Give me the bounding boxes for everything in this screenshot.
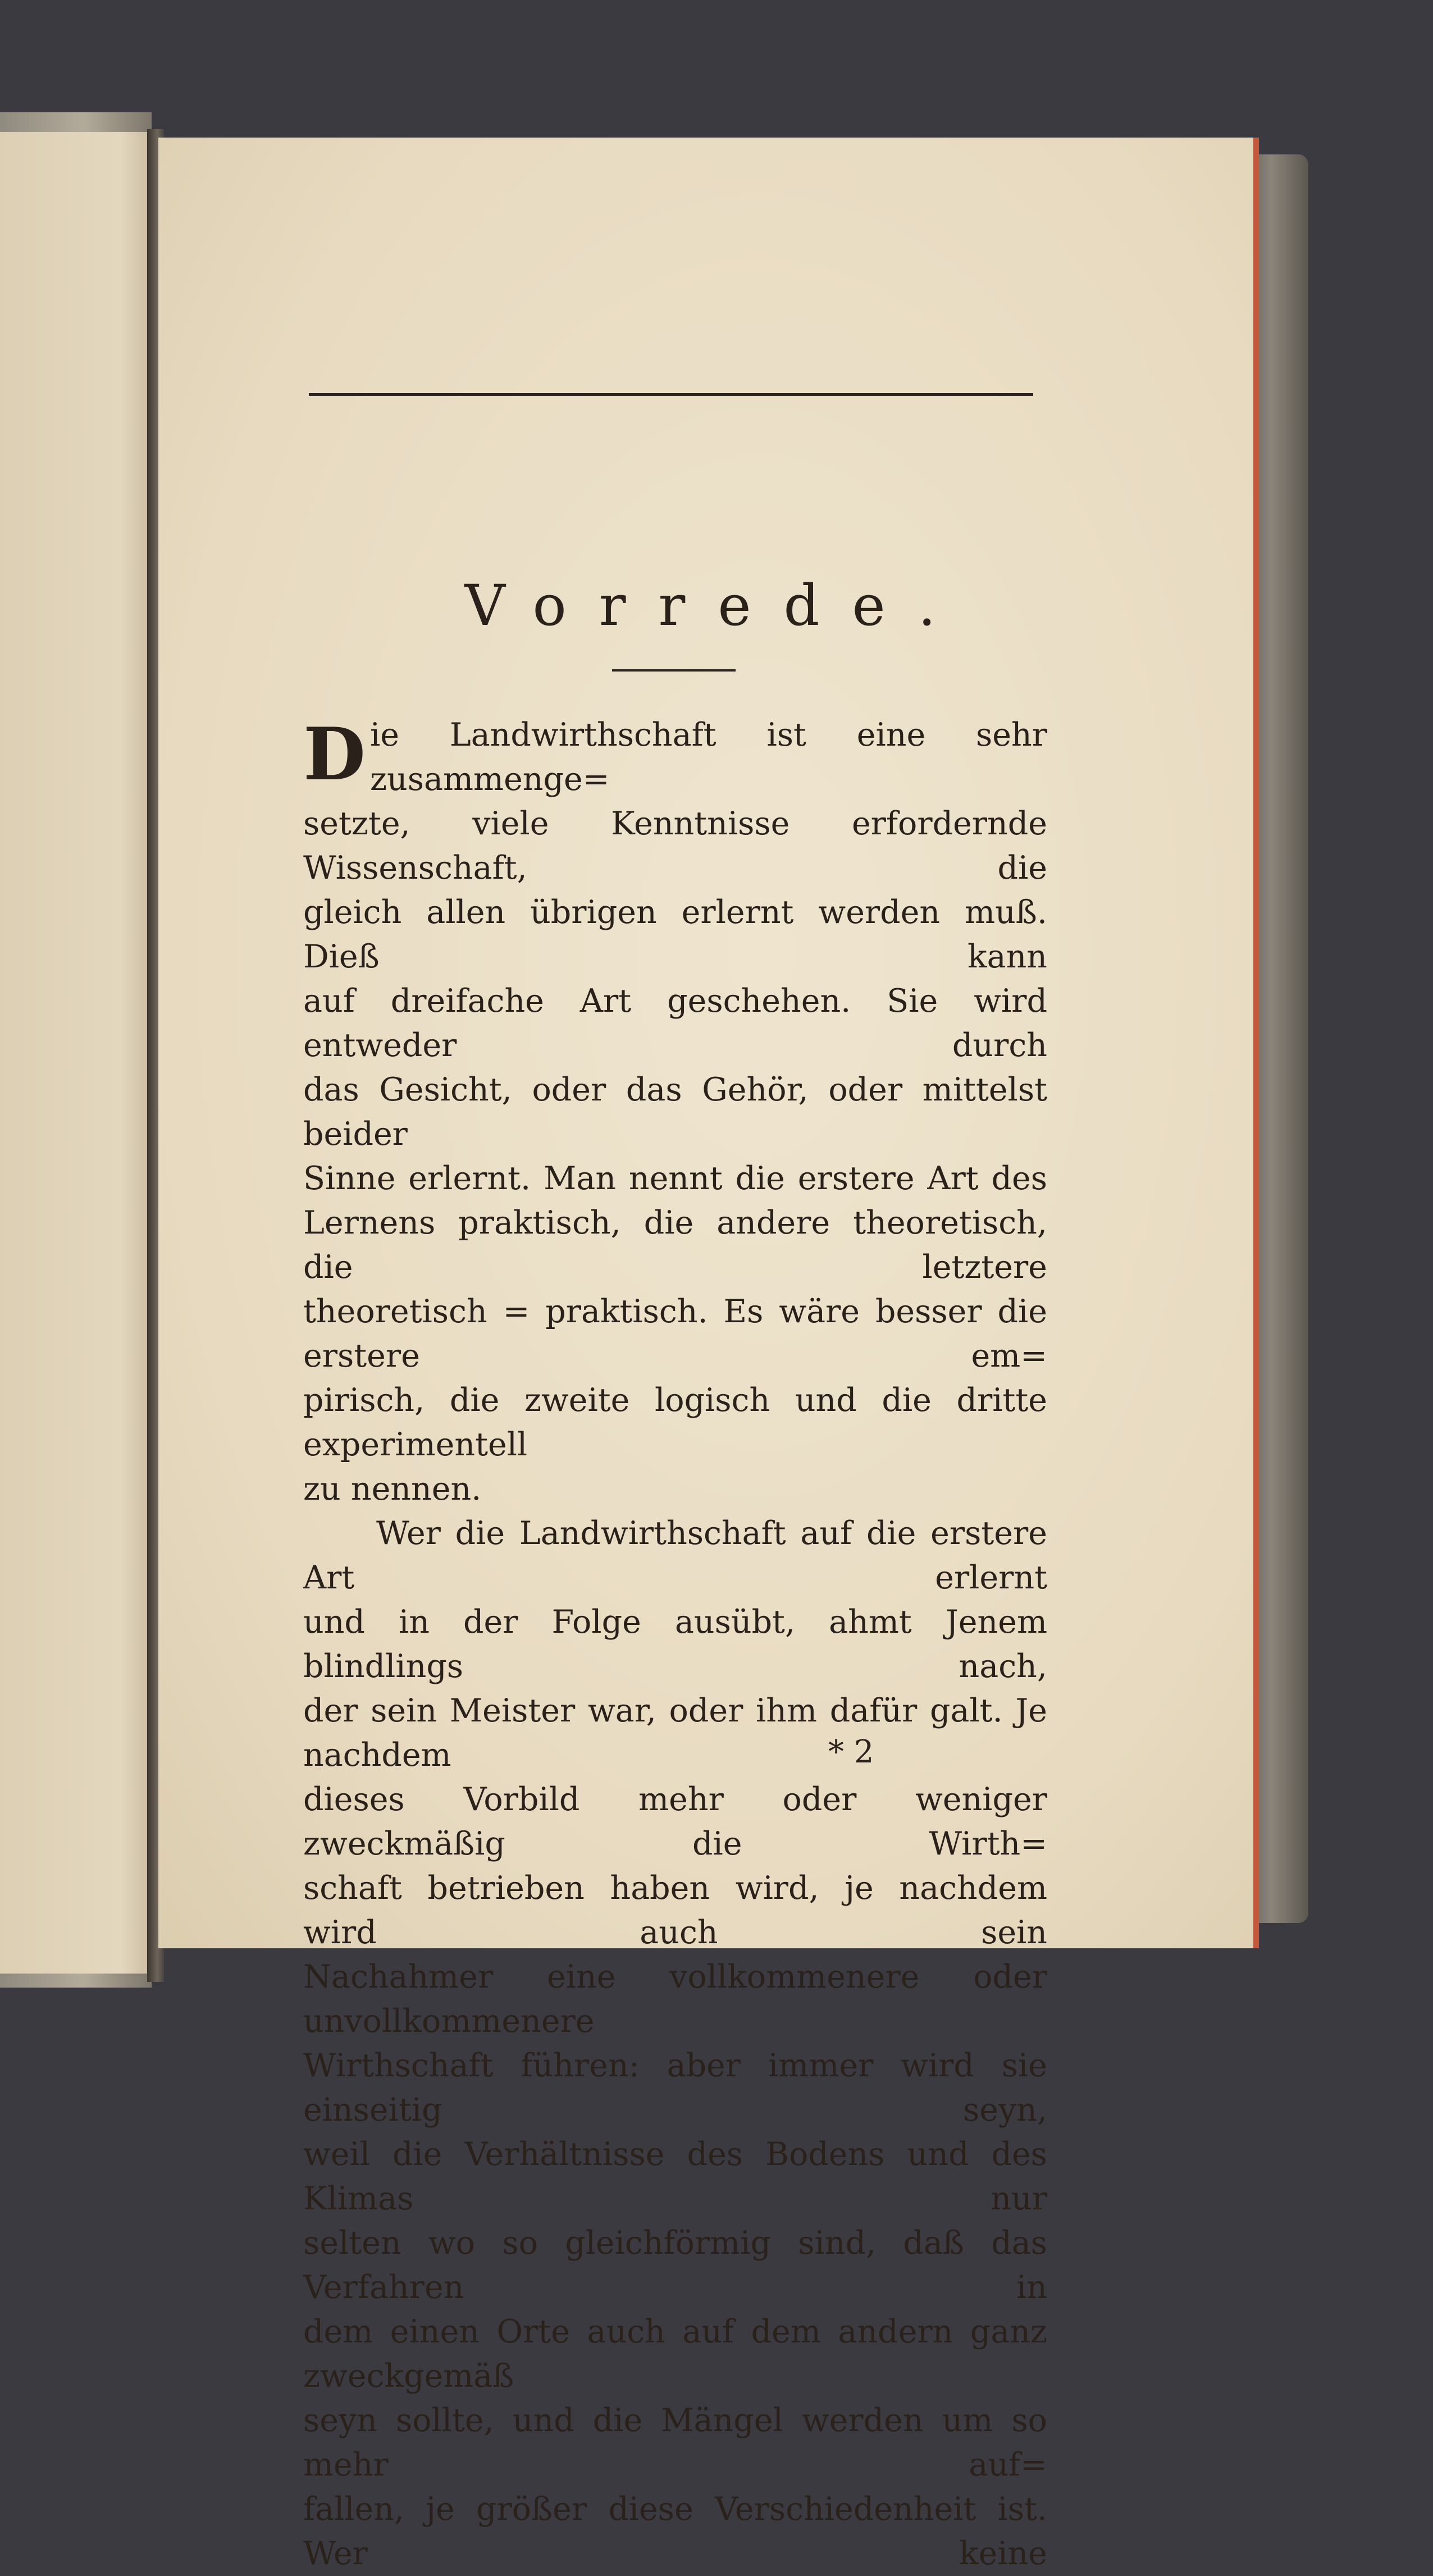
paragraph-2-line-8: weil die Verhältnisse des Bodens und des Klimas nur: [303, 2136, 1047, 2217]
drop-cap: D: [303, 712, 366, 797]
heading-rule: [612, 669, 736, 672]
paragraph-1-line-4: auf dreifache Art geschehen. Sie wird entweder durch: [303, 983, 1047, 1064]
paragraph-1-line-8: theoretisch = praktisch. Es wäre besser die erstere em=: [303, 1293, 1047, 1374]
paragraph-1-line-6: Sinne erlernt. Man nennt die erstere Art des: [303, 1160, 1047, 1197]
paragraph-2-line-9: selten wo so gleichförmig sind, daß das Verfahren in: [303, 2225, 1047, 2306]
paragraph-1-line-7: Lernens praktisch, die andere theoretisch, die letztere: [303, 1204, 1047, 1286]
paragraph-2-line-7: Wirthschaft führen: aber immer wird sie einseitig seyn,: [303, 2047, 1047, 2129]
paragraph-2-line-11: seyn sollte, und die Mängel werden um so mehr auf=: [303, 2402, 1047, 2483]
paragraph-2-line-5: schaft betrieben haben wird, je nachdem wird auch sein: [303, 1870, 1047, 1951]
paragraph-2-line-12: fallen, je größer diese Verschiedenheit ist. Wer keine: [303, 2491, 1047, 2572]
paragraph-1-line-9: pirisch, die zweite logisch und die dritte experimentell: [303, 1382, 1047, 1463]
paragraph-2-line-3: der sein Meister war, oder ihm dafür galt. Je nachdem: [303, 1692, 1047, 1774]
paragraph-2-line-1: Wer die Landwirthschaft auf die erstere Art erlernt: [303, 1515, 1047, 1596]
paragraph-2-line-10: dem einen Orte auch auf dem andern ganz zweckgemäß: [303, 2313, 1047, 2395]
paragraph-1-line-2: setzte, viele Kenntnisse erfordernde Wissenschaft, die: [303, 805, 1047, 887]
top-rule: [309, 393, 1033, 396]
left-page: [0, 132, 152, 1974]
paragraph-1-line-1: Die Landwirthschaft ist eine sehr zusammenge=: [303, 712, 1047, 798]
signature-mark: * 2: [828, 1734, 874, 1770]
body-text: [303, 713, 1047, 2576]
paragraph-1-line-10: zu nennen.: [303, 1470, 482, 1508]
paragraph-1-line-3: gleich allen übrigen erlernt werden muß. Dieß kann: [303, 894, 1047, 975]
paragraph-2-line-6: Nachahmer eine vollkommenere oder unvollkommenere: [303, 1958, 1047, 2040]
paragraph-1-line-5: das Gesicht, oder das Gehör, oder mittelst beider: [303, 1071, 1047, 1153]
paragraph-2-line-2: und in der Folge ausübt, ahmt Jenem blindlings nach,: [303, 1604, 1047, 1685]
page-heading: Vorrede.: [464, 573, 969, 638]
paragraph-2-line-4: dieses Vorbild mehr oder weniger zweckmäßig die Wirth=: [303, 1781, 1047, 1862]
